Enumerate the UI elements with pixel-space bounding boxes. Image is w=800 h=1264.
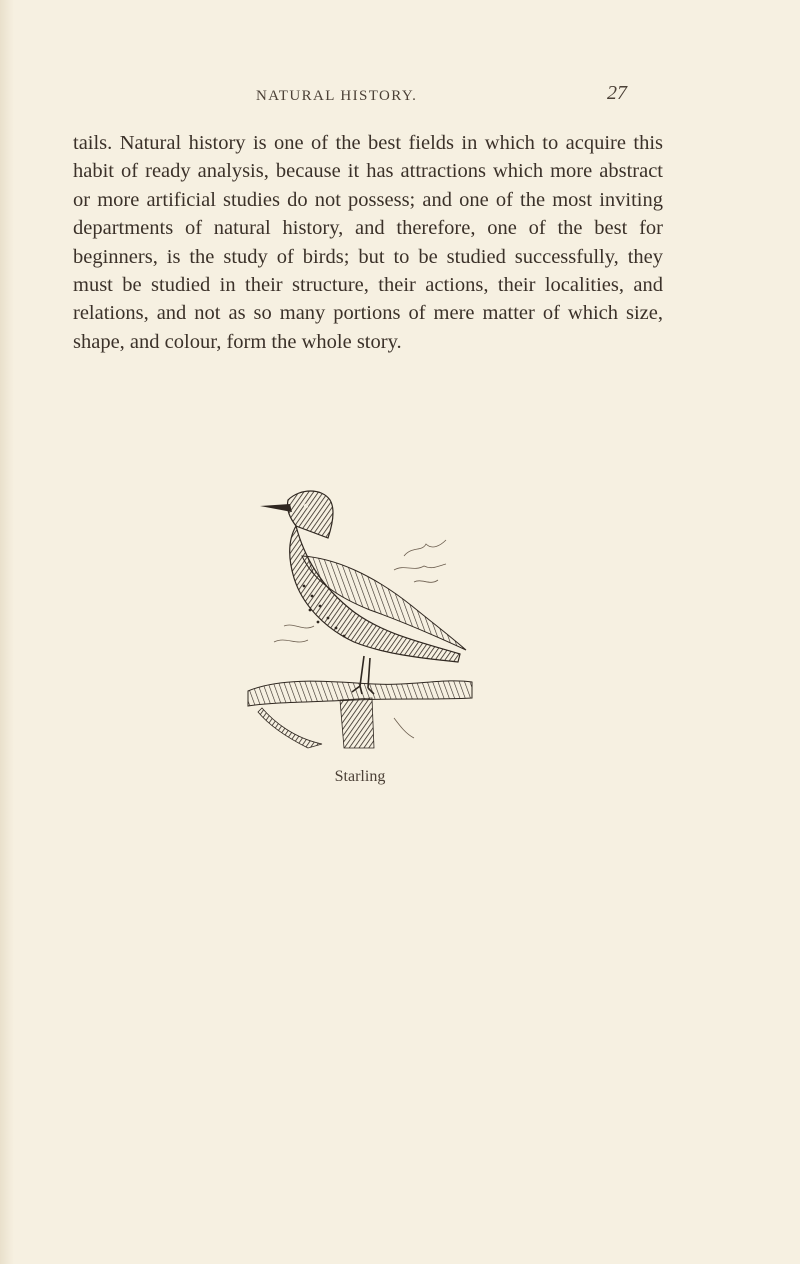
starling-illustration (244, 486, 476, 752)
page-number: 27 (607, 82, 627, 104)
body-paragraph: tails. Natural history is one of the best fields in which to acquire this habit of ready analysis, because it has attractions which more abstract or more artificial studies do not possess; and one of the most inviting departments of natural history, and therefore, one of the best for beginners, is the study of birds; but to be studied successfully, they must be studied in their structure, their actions, their localities, and relations, and not as so many portions of mere matter of which size, shape, and colour, form the whole story. (73, 132, 663, 353)
starling-engraving-icon (244, 486, 476, 752)
page-edge-shadow (0, 0, 14, 1264)
running-title: NATURAL HISTORY. (256, 88, 418, 104)
figure-caption: Starling (334, 768, 386, 785)
